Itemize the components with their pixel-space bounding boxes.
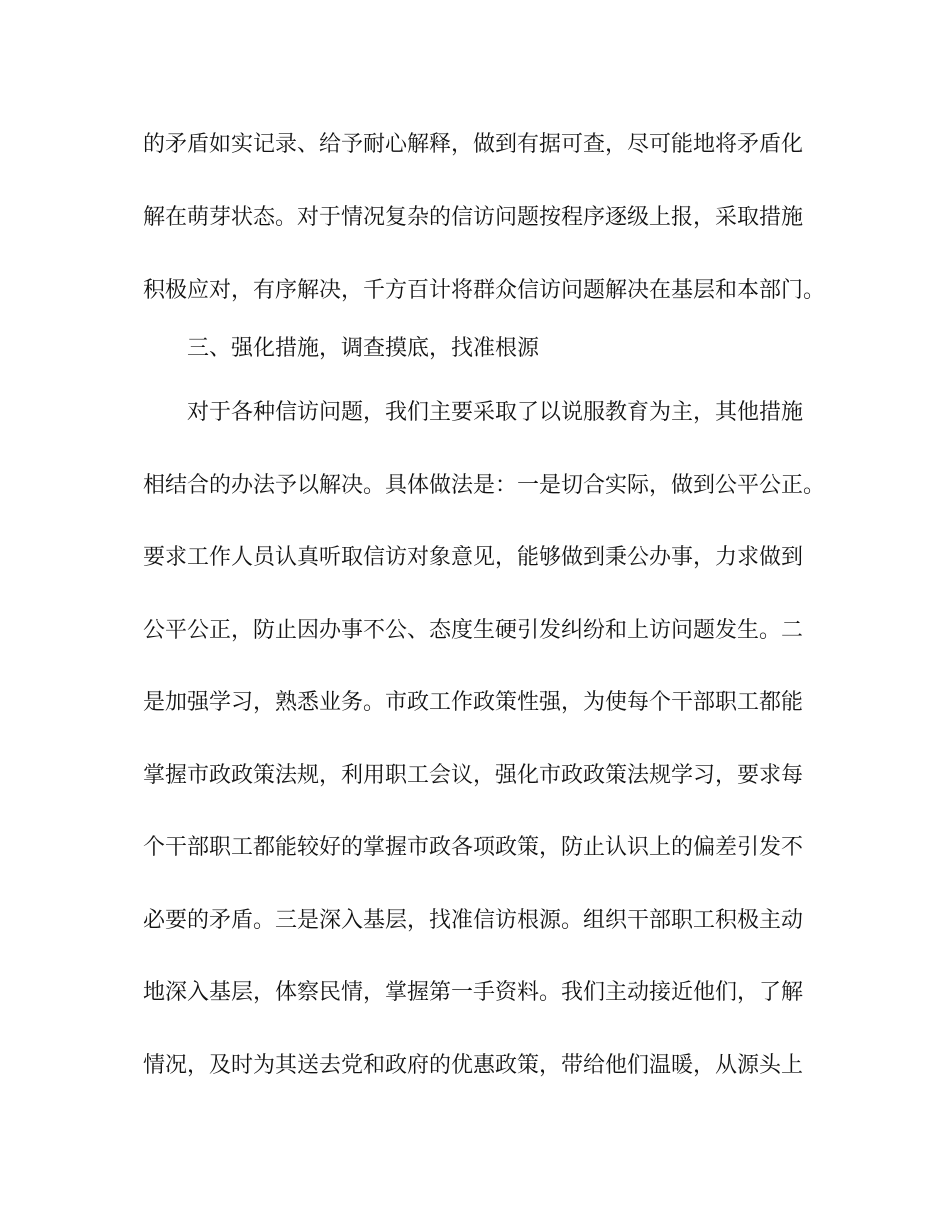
text-line: 必要的矛盾。三是深入基层，找准信访根源。组织干部职工积极主动	[143, 908, 804, 933]
text-line: 掌握市政政策法规，利用职工会议，强化市政政策法规学习，要求每	[143, 763, 804, 788]
text-line: 相结合的办法予以解决。具体做法是：一是切合实际，做到公平公正。	[143, 473, 826, 498]
text-line: 积极应对，有序解决，千方百计将群众信访问题解决在基层和本部门。	[143, 278, 826, 303]
text-line: 公平公正，防止因办事不公、态度生硬引发纠纷和上访问题发生。二	[143, 618, 804, 643]
text-line: 要求工作人员认真听取信访对象意见，能够做到秉公办事，力求做到	[143, 545, 804, 570]
text-line: 情况，及时为其送去党和政府的优惠政策，带给他们温暖，从源头上	[143, 1053, 804, 1078]
section-heading: 三、强化措施，调查摸底，找准根源	[187, 336, 540, 361]
text-line: 个干部职工都能较好的掌握市政各项政策，防止认识上的偏差引发不	[143, 835, 804, 860]
text-line: 地深入基层，体察民情，掌握第一手资料。我们主动接近他们，了解	[143, 980, 804, 1005]
text-line: 的矛盾如实记录、给予耐心解释，做到有据可查，尽可能地将矛盾化	[143, 132, 804, 157]
text-line: 是加强学习，熟悉业务。市政工作政策性强，为使每个干部职工都能	[143, 690, 804, 715]
paragraph-first-line: 对于各种信访问题，我们主要采取了以说服教育为主，其他措施	[187, 400, 804, 425]
text-line: 解在萌芽状态。对于情况复杂的信访问题按程序逐级上报，采取措施	[143, 205, 804, 230]
